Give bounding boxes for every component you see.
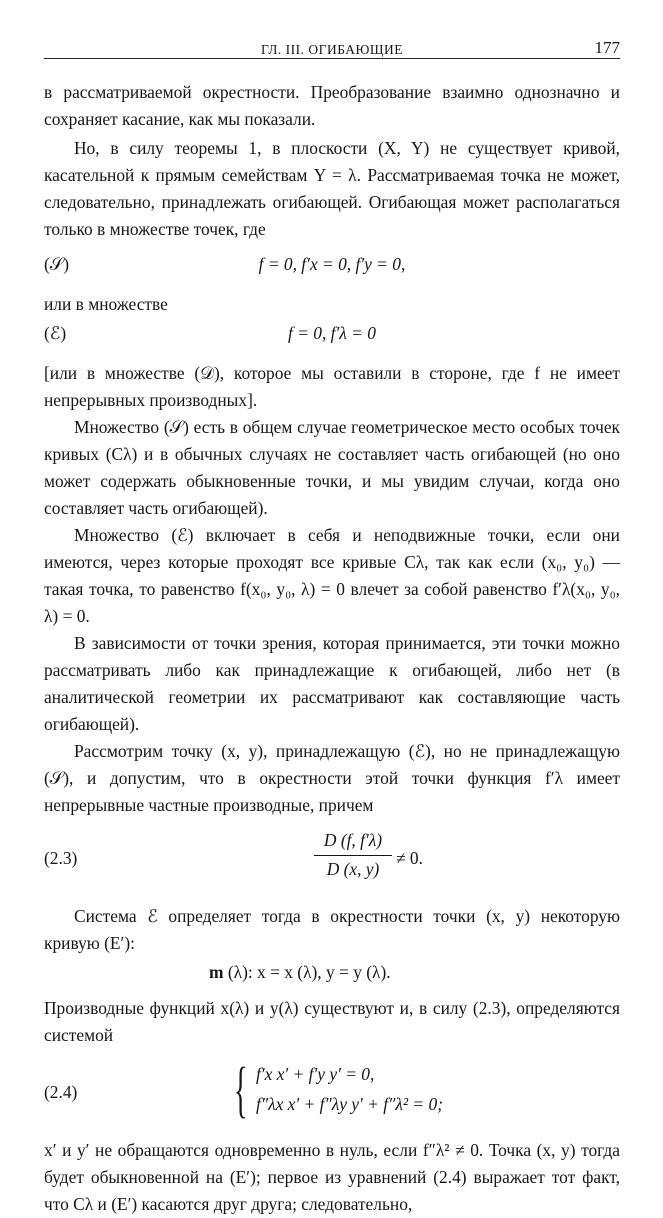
paragraph-10: Производные функций x(λ) и y(λ) существуют и, в силу (2.3), определяются системой bbox=[44, 998, 620, 1045]
equation-label: (ℰ) bbox=[44, 323, 67, 343]
paragraph-4: [или в множестве (𝒟), которое мы оставили в стороне, где f не имеет непрерывных производных]. bbox=[44, 363, 620, 410]
equation-discriminant-set bbox=[44, 320, 620, 360]
fraction-denominator: D (x, y) bbox=[326, 859, 380, 879]
equation-body: f = 0, f′x = 0, f′y = 0, bbox=[258, 254, 406, 274]
paragraph-8: Рассмотрим точку (x, y), принадлежащую (ℰ), но не принадлежащую (𝒮), и допустим, что в окрестности этой точки функция f′λ имеет непрерывные частные производные, причем bbox=[44, 741, 620, 815]
curve-equations: (λ): x = x (λ), y = y (λ). bbox=[223, 962, 391, 982]
equation-body: f = 0, f′λ = 0 bbox=[288, 323, 376, 343]
paragraph-7: В зависимости от точки зрения, которая принимается, эти точки можно рассматривать либо как принадлежащие к огибающей, либо нет (в аналитической геометрии их рассматривают как составляющие часть огибающей). bbox=[44, 633, 620, 734]
equation-2-4 bbox=[44, 1056, 620, 1131]
curve-parametrization bbox=[44, 957, 620, 989]
curve-symbol: m bbox=[209, 962, 224, 982]
book-page bbox=[44, 34, 620, 1218]
running-head: ГЛ. III. ОГИБАЮЩИЕ bbox=[260, 42, 404, 57]
equation-2-3 bbox=[44, 827, 620, 897]
paragraph-11: x′ и y′ не обращаются одновременно в нуль, если f″λ² ≠ 0. Точка (x, y) тогда будет обыкновенной на (E′); первое из уравнений (2.4) выражает тот факт, что Cλ и (E′) касаются друг друга; следовательно, bbox=[44, 1140, 620, 1214]
equation-label: (2.3) bbox=[44, 848, 78, 868]
equation-label: (𝒮) bbox=[44, 254, 70, 274]
system-line-2: f″λx x′ + f″λy y′ + f″λ² = 0; bbox=[256, 1094, 443, 1114]
paragraph-2: Но, в силу теоремы 1, в плоскости (X, Y) не существует кривой, касательной к прямым семействам Y = λ. Рассматриваемая точка не может, следовательно, принадлежать огибающей. Огибающая может располагаться только в множестве точек, где bbox=[44, 138, 620, 239]
paragraph-6: Множество (ℰ) включает в себя и неподвижные точки, если они имеются, через которые проходят все кривые Cλ, так как если (x₀, y₀) — такая точка, то равенство f(x₀, y₀, λ) = 0 влечет за собой равенство f′λ(x₀, y₀, λ) = 0. bbox=[44, 525, 620, 626]
paragraph-9: Система ℰ определяет тогда в окрестности точки (x, y) некоторую кривую (E′): bbox=[44, 906, 620, 953]
equation-label: (2.4) bbox=[44, 1082, 78, 1102]
system-line-1: f′x x′ + f′y y′ = 0, bbox=[256, 1064, 375, 1084]
fraction-inequality: ≠ 0. bbox=[396, 848, 423, 868]
equation-singular-set bbox=[44, 251, 620, 291]
page-header bbox=[44, 34, 620, 59]
page-number: 177 bbox=[594, 38, 620, 57]
paragraph-5: Множество (𝒮) есть в общем случае геометрическое место особых точек кривых (Cλ) и в обычных случаях не составляет часть огибающей (но оно может содержать обыкновенные точки, и мы увидим случаи, когда оно составляет часть огибающей). bbox=[44, 417, 620, 518]
fraction-numerator: D (f, f′λ) bbox=[314, 827, 392, 856]
system-brace: { bbox=[234, 1056, 248, 1124]
paragraph-3: или в множестве bbox=[44, 294, 168, 314]
page-body bbox=[44, 79, 620, 1218]
paragraph-1: в рассматриваемой окрестности. Преобразование взаимно однозначно и сохраняет касание, как мы показали. bbox=[44, 82, 620, 129]
jacobian-fraction bbox=[314, 827, 392, 883]
